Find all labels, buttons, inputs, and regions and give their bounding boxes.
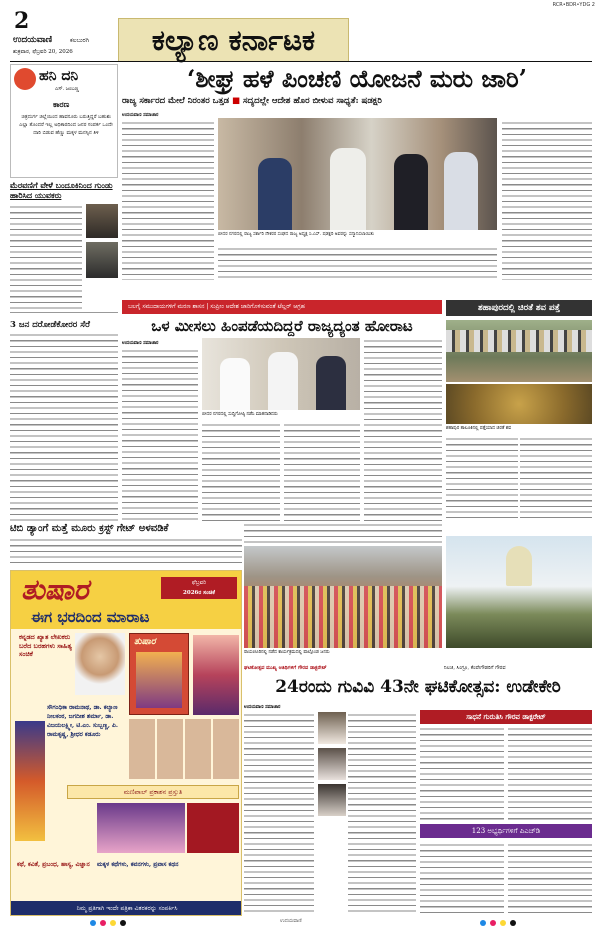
contributors-list: ಸೌಗಂಧಿಕಾ ರಾಮನಾಥ, ಡಾ. ಕಲ್ಯಾಣ ನೀಲಕಂಠ, ಜಗದೀಶ ಶರ್ಮಾ, ಡಾ. ವಿಜಯಲಕ್ಷ್ಮೀ, ಟಿ.ಎಂ. ಸುಬ್ಬಣ್ಣ, ಪಿ. ರಾಮಕೃಷ್ಣ, ಶ್ರೀಧರ ಕಡೂರು: [47, 704, 118, 738]
photo-crowd: [244, 586, 442, 648]
lead-caption: ಬೀದರ ನಗರದಲ್ಲಿ ರಾಜ್ಯ ಸರ್ಕಾರಿ ನೌಕರರ ಸಂಘದ ರಾಜ್ಯ ಅಧ್ಯಕ್ಷ ಸಿ.ಎಸ್. ಷಡಕ್ಷರಿ ಅವರನ್ನು ಸನ್ಮಾನಿಸಲಾಯಿತು: [218, 232, 375, 237]
ad-footer: ನಿಮ್ಮ ಪ್ರತಿಗಾಗಿ ಇಂದೇ ಪತ್ರಿಕಾ ವಿತರಕರನ್ನು ಸಂಪರ್ಕಿಸಿ: [11, 901, 242, 916]
photo-figure: [220, 358, 250, 410]
leopard-caption: ಶಹಾಪುರ ತಾಲೂಕಿನಲ್ಲಿ ಪತ್ತೆಯಾದ ಚಿರತೆ ಶವ: [446, 426, 512, 431]
magazine-cover: [129, 633, 189, 715]
lead-story: [122, 64, 592, 282]
rule: [10, 312, 118, 313]
tribal-body-col1: [122, 348, 198, 522]
page-number: 2: [14, 8, 30, 34]
temple-art: [97, 803, 185, 853]
leopard-body-col2: [520, 436, 592, 522]
lead-photo: [218, 118, 497, 230]
print-code: RCR•BDR•YDG 2: [552, 2, 595, 8]
story-body: [10, 204, 82, 312]
tribal-dateline: ಉದಯವಾಣಿ ಸಮಾಚಾರ: [122, 341, 159, 346]
registration-mark: [500, 920, 506, 926]
lead-body-col2: [218, 246, 497, 280]
univ-dateline: ಉದಯವಾಣಿ ಸಮಾಚಾರ: [244, 705, 281, 710]
univ-body-col1: [244, 712, 314, 916]
lead-headline: ‘ಶೀಘ್ರ ಹಳೆ ಪಿಂಚಣಿ ಯೋಜನೆ ಮರು ಜಾರಿ’: [186, 64, 527, 93]
tribal-headline: ಒಳ ಮೀಸಲು ಹಿಂಪಡೆಯದಿದ್ದರೆ ರಾಜ್ಯದ್ಯಂತ ಹೋರಾಟ: [151, 317, 413, 335]
temple-photo: [446, 536, 592, 648]
tribal-caption: ಬೀದರ ನಗರದಲ್ಲಿ ಸುದ್ದಿಗೋಷ್ಠಿ ನಡೆಸಿ ಮಾತನಾಡಿದರು: [202, 412, 278, 417]
tribal-body-col3: [284, 422, 360, 522]
sidebar-body-col1: [420, 726, 504, 822]
registration-mark: [490, 920, 496, 926]
column-logo: [14, 68, 36, 90]
honour-sidebar: [420, 710, 592, 916]
leopard-closeup: [446, 384, 592, 424]
promo-image: [193, 635, 239, 715]
ad-brand: ತುಷಾರ: [21, 573, 89, 606]
photo-figure: [316, 356, 346, 410]
leopard-story: [446, 300, 592, 522]
ad-feature: ಕನ್ನಡದ ಖ್ಯಾತ ಲೇಖಕರು ಬರೆದ ಬರಹಗಳು ಸಾಹಿತ್ಯ ಸಂಚಿಕೆ: [19, 633, 72, 658]
section-title: ಕಲ್ಯಾಣ ಕರ್ನಾಟಕ: [151, 23, 316, 57]
guest-photo-1: [318, 712, 346, 744]
tb-headline: ಟಿಬಿ ಡ್ಯಾಂಗೆ ಮತ್ತೆ ಮೂರು ಕ್ರಸ್ಟ್ ಗೇಟ್ ಅಳವಡಿಕೆ: [10, 523, 169, 534]
tb-dam-story: [10, 522, 242, 568]
registration-mark: [120, 920, 126, 926]
tushara-ad: [10, 570, 242, 916]
sidebar-body-col4: [508, 842, 592, 916]
sidebar-body-col2: [508, 726, 592, 822]
dateline: ಶುಕ್ರವಾರ, ಫೆಬ್ರವರಿ 20, 2026: [13, 49, 73, 55]
headline-band: [446, 300, 592, 316]
cover-art: [136, 652, 182, 708]
ad-bottom-left: ಕಥೆ, ಕವಿತೆ, ಪ್ರಬಂಧ, ಹಾಸ್ಯ, ವಿಜ್ಞಾನ: [17, 861, 90, 868]
footer-bar: [0, 918, 600, 928]
ad-red-box: [187, 803, 239, 853]
lead-subhead: ರಾಜ್ಯ ಸರ್ಕಾರದ ಮೇಲೆ ನಿರಂತರ ಒತ್ತಡ ■ ಸದ್ಯದಲ್ಲೇ ಆದೇಶ ಹೊರ ಬೀಳುವ ಸಾಧ್ಯತೆ: ಷಡಕ್ಷರಿ: [122, 96, 382, 106]
photo-figure: [444, 152, 478, 230]
photo-crowd: [446, 330, 592, 352]
event-caption: ರಾಯಚೂರಿನಲ್ಲಿ ನಡೆದ ಕಾರ್ಯಕ್ರಮದಲ್ಲಿ ಪಾಲ್ಗೊಂಡ ಜನರು: [244, 650, 330, 655]
story-body: [10, 332, 118, 522]
registration-mark: [110, 920, 116, 926]
sidebar-footer: 123 ಅಭ್ಯರ್ಥಿಗಳಿಗೆ ಪಿಎಚ್‌ಡಿ: [420, 824, 592, 838]
tribal-body-col4: [364, 338, 442, 522]
guest-photo-2: [318, 748, 346, 780]
univ-body-col2: [348, 712, 416, 916]
issue-badge: ಫೆಬ್ರವರಿ 2026ರ ಸಂಚಿಕೆ: [161, 577, 237, 599]
guest-photo-3: [318, 784, 346, 816]
festival-art: [15, 721, 45, 841]
temple-dome: [506, 546, 532, 586]
story-continuation: [244, 522, 442, 544]
leopard-photo: [446, 320, 592, 382]
column-byline: ಎಸ್. ಜಂಬಣ್ಣ: [55, 86, 79, 92]
tribal-body-col2: [202, 422, 280, 522]
accused-photo-2: [86, 242, 118, 278]
photo-figure: [330, 148, 366, 230]
edition-label: ಕಲಬುರಗಿ: [70, 37, 90, 44]
univ-headline: 24ರಂದು ಗುವಿವಿ 43ನೇ ಘಟಿಕೋತ್ಸವ: ಉಡೇಕೇರಿ: [275, 677, 561, 697]
registration-mark: [510, 920, 516, 926]
masthead-rule: [10, 61, 592, 62]
column-poem: ಚಿತ್ರದುರ್ಗ ಜಿಲ್ಲೆಯಿಂದ ಹಾವನೂರು ಬರುತ್ತಿದ್ದರೆ ಬಹುಶಃ ಎಲ್ಲಾ ತೊಂದರೆ ಇಲ್ಲ ಅಧಿಕಾರದಿಂದ ಜನರ ಸಂಪರ್ಕ ಒಂದೇ ದಾರಿ ಬಿಡುವ ಹೆಣ್ಣು ಮಕ್ಕಳ ಮನಸ್ಸಿನ ತಿಳಿ: [19, 114, 113, 136]
author-portrait: [75, 633, 125, 695]
tribal-story: [122, 300, 442, 522]
section-strip: ಮಣಿಪಾಲ್ ಪ್ರಕಾಶನ ಪ್ರಸ್ತುತಿ: [67, 785, 239, 799]
kicker-bar: ಘಟಿಕೋತ್ಸವ ಮುಖ್ಯ ಅತಿಥಿಗಳಿಗೆ ಗೌರವ ಡಾಕ್ಟರೇಟ್ ನಿಲಜಿ, ಸಿಂಗ್ರೂ, ಕೆಂಪೇಗೌಡರಿಗೆ ಗೌರವ: [244, 665, 506, 671]
cover-title: ತುಷಾರ: [134, 637, 156, 647]
registration-mark: [90, 920, 96, 926]
subhead-separator: ■: [231, 96, 243, 106]
column-heading: ಕಾರಣ: [53, 99, 70, 109]
left-story-1: [10, 180, 118, 313]
leopard-headline: ಶಹಾಪುರದಲ್ಲಿ ಚಿರತೆ ಶವ ಪತ್ತೆ: [478, 303, 560, 313]
honey-column: [10, 64, 118, 178]
ad-tagline: ಈಗ ಭರದಿಂದ ಮಾರಾಟ: [31, 608, 150, 626]
lead-body-col3: [502, 120, 592, 280]
story-headline: 3 ಜನ ದರೋಡೆಕೋರರ ಸೆರೆ: [10, 320, 90, 330]
portrait-grid: [129, 719, 239, 779]
leopard-body-col1: [446, 436, 518, 522]
left-story-2: [10, 320, 118, 520]
photo-figure: [394, 154, 428, 230]
masthead: [0, 0, 600, 62]
sidebar-title: ಸಾಧನೆ ಗುರುತಿಸಿ ಗೌರವ ಡಾಕ್ಟರೇಟ್: [420, 710, 592, 724]
photo-figure: [258, 158, 292, 230]
univ-story: [244, 662, 592, 916]
section-banner: [118, 18, 349, 62]
sidebar-body-col3: [420, 842, 504, 916]
crowd-photo: [244, 546, 442, 648]
lead-dateline: ಉದಯವಾಣಿ ಸಮಾಚಾರ: [122, 113, 159, 118]
registration-mark: [480, 920, 486, 926]
kicker-band: ಬಲಗೈ ಸಮುದಾಯಗಳಿಗೆ ಮರಣ ಶಾಸನ | ಸುಪ್ರೀಂ ಆದೇಶ ಜಾರಿಗೊಳಿಸುವಂತೆ ಟೆಲ್ಲರ್ ಆಗ್ರಹ: [122, 300, 442, 314]
footer-brand: ಉದಯವಾಣಿ: [280, 918, 302, 924]
story-headline: ಮೆರವಣಿಗೆ ವೇಳೆ ಬಂದೂಕಿನಿಂದ ಗುಂಡು ಹಾರಿಸಿದ ಯುವಕರು: [10, 180, 113, 200]
press-meet-photo: [202, 338, 360, 410]
paper-name: ಉದಯವಾಣಿ: [13, 35, 53, 45]
registration-mark: [100, 920, 106, 926]
lead-body-col1: [122, 120, 214, 280]
accused-photo-1: [86, 204, 118, 238]
photo-figure: [268, 352, 298, 410]
ad-bottom-mid: ಮಕ್ಕಳ ಕಥೆಗಳು, ಕವನಗಳು, ಪ್ರವಾಸ ಕಥನ: [97, 861, 179, 868]
column-title: ಹನಿ ದನಿ: [39, 68, 79, 84]
tb-body: [10, 537, 242, 567]
